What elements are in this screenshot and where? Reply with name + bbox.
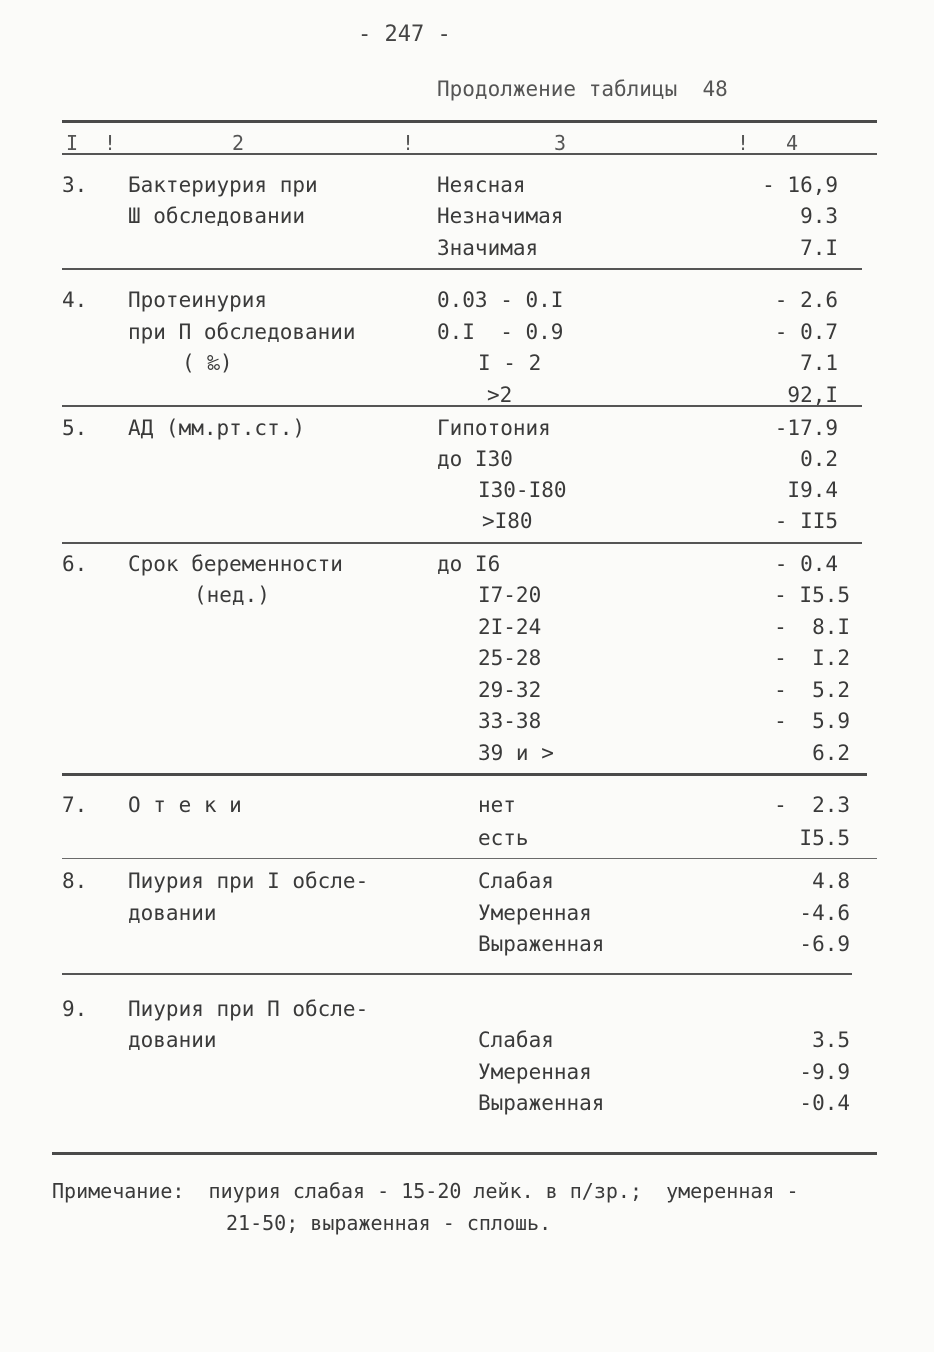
row-value: - I5.5	[774, 583, 850, 607]
section-number: 5.	[62, 416, 88, 440]
section-label-line: при П обследовании	[128, 320, 356, 344]
section-label-line: О т е к и	[128, 793, 242, 817]
header-col2: 2	[232, 131, 245, 155]
row-category: до I6	[437, 552, 501, 576]
page-number: - 247 -	[358, 22, 451, 47]
row-category: есть	[478, 826, 529, 850]
row-category: Неясная	[437, 173, 526, 197]
section-label-line: Пиурия при I обсле-	[128, 869, 369, 893]
row-value: - 16,9	[762, 173, 838, 197]
row-value: I5.5	[799, 826, 850, 850]
row-value: - II5	[774, 509, 838, 533]
section-label-line: Бактериурия при	[128, 173, 318, 197]
section-number: 6.	[62, 552, 88, 576]
row-category: 25-28	[478, 646, 542, 670]
row-category: >I80	[482, 509, 533, 533]
section-label-line: Протеинурия	[128, 288, 268, 312]
header-sep1: !	[104, 131, 117, 155]
row-value: - 5.9	[774, 709, 850, 733]
header-sep3: !	[737, 131, 750, 155]
section-number: 8.	[62, 869, 88, 893]
row-category: 0.I - 0.9	[437, 320, 564, 344]
row-category: Выраженная	[478, 932, 605, 956]
section-rule	[62, 973, 852, 975]
row-value: 4.8	[812, 869, 850, 893]
header-col1: I	[66, 131, 79, 155]
section-number: 4.	[62, 288, 88, 312]
row-category: 29-32	[478, 678, 542, 702]
table-caption: Продолжение таблицы 48	[437, 77, 728, 101]
section-label-line: АД (мм.рт.ст.)	[128, 416, 306, 440]
header-col3: 3	[554, 131, 567, 155]
row-value: - 2.6	[774, 288, 838, 312]
section-rule	[62, 773, 867, 776]
header-bottom-rule	[62, 153, 877, 155]
section-label-line: Пиурия при П обсле-	[128, 997, 369, 1021]
row-value: 6.2	[812, 741, 850, 765]
row-category: 39 и >	[478, 741, 554, 765]
row-category: Слабая	[478, 869, 554, 893]
section-number: 3.	[62, 173, 88, 197]
header-sep2: !	[402, 131, 415, 155]
row-value: - 0.4	[774, 552, 838, 576]
row-value: -9.9	[799, 1060, 850, 1084]
row-category: I - 2	[478, 351, 542, 375]
footnote-line: Примечание: пиурия слабая - 15-20 лейк. в п/зр.; умеренная -	[52, 1179, 799, 1203]
row-value: I9.4	[787, 478, 838, 502]
header-col4: 4	[786, 131, 799, 155]
section-rule	[62, 542, 862, 544]
row-category: Гипотония	[437, 416, 551, 440]
section-label-line: Ш обследовании	[128, 204, 306, 228]
row-category: 2I-24	[478, 615, 542, 639]
row-category: до I30	[437, 447, 513, 471]
section-label-line: довании	[128, 1028, 217, 1052]
row-category: I7-20	[478, 583, 542, 607]
row-value: 3.5	[812, 1028, 850, 1052]
row-value: 92,I	[787, 383, 838, 407]
section-label-line: ( ‰)	[182, 351, 233, 375]
row-category: >2	[487, 383, 513, 407]
header-top-rule	[62, 120, 877, 123]
row-value: 9.3	[800, 204, 838, 228]
footnote-line: 21-50; выраженная - сплошь.	[226, 1211, 552, 1235]
row-value: - 0.7	[774, 320, 838, 344]
row-value: -0.4	[799, 1091, 850, 1115]
section-rule	[62, 268, 862, 270]
row-category: Незначимая	[437, 204, 564, 228]
section-number: 9.	[62, 997, 88, 1021]
row-value: -4.6	[799, 901, 850, 925]
row-category: I30-I80	[478, 478, 567, 502]
row-value: - I.2	[774, 646, 850, 670]
section-rule	[62, 858, 877, 859]
row-category: Значимая	[437, 236, 539, 260]
section-number: 7.	[62, 793, 88, 817]
row-value: - 5.2	[774, 678, 850, 702]
section-label-line: довании	[128, 901, 217, 925]
row-value: - 2.3	[774, 793, 850, 817]
section-label-line: Срок беременности	[128, 552, 343, 576]
row-value: -17.9	[774, 416, 838, 440]
row-category: 33-38	[478, 709, 542, 733]
row-category: Умеренная	[478, 1060, 592, 1084]
row-category: Слабая	[478, 1028, 554, 1052]
table-bottom-rule	[52, 1152, 877, 1155]
row-value: 7.1	[800, 351, 838, 375]
row-value: 7.I	[800, 236, 838, 260]
section-label-line: (нед.)	[194, 583, 270, 607]
row-category: нет	[478, 793, 516, 817]
row-category: 0.03 - 0.I	[437, 288, 564, 312]
row-value: - 8.I	[774, 615, 850, 639]
section-rule	[62, 405, 862, 407]
row-category: Выраженная	[478, 1091, 605, 1115]
row-value: -6.9	[799, 932, 850, 956]
row-category: Умеренная	[478, 901, 592, 925]
row-value: 0.2	[800, 447, 838, 471]
